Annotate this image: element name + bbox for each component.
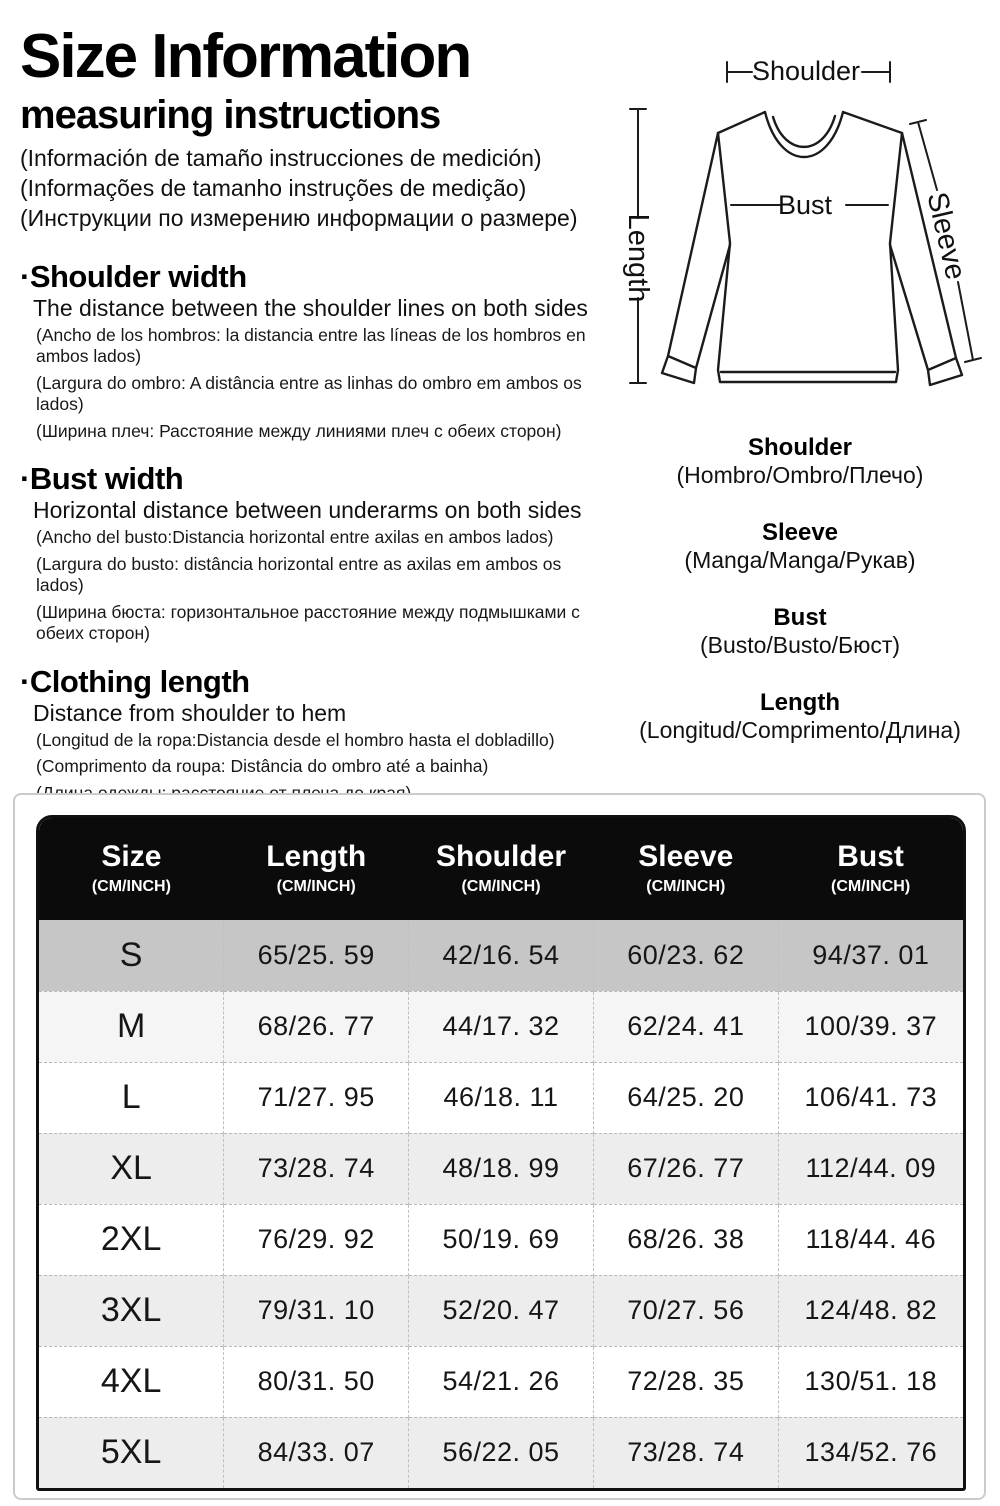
size-table-frame	[36, 815, 966, 1491]
bust-cell: 134/52. 76	[778, 1417, 963, 1488]
table-row-s	[39, 920, 963, 991]
header-row	[39, 818, 963, 920]
length-cell: 76/29. 92	[224, 1204, 409, 1275]
shoulder-cell: 42/16. 54	[409, 920, 594, 991]
translation-es: (Ancho del busto:Distancia horizontal entre axilas en ambos lados)	[36, 527, 554, 548]
bust-cell: 94/37. 01	[778, 920, 963, 991]
legend-translation: (Manga/Manga/Рукав)	[684, 547, 916, 573]
column-unit: (CM/INCH)	[461, 878, 541, 895]
sleeve-cell: 62/24. 41	[593, 991, 778, 1062]
measure-legend	[600, 434, 1000, 774]
section-clothing-length	[20, 664, 605, 805]
length-cell: 68/26. 77	[224, 991, 409, 1062]
sleeve-cell: 73/28. 74	[593, 1417, 778, 1488]
length-cell: 65/25. 59	[224, 920, 409, 991]
table-row-4xl	[39, 1346, 963, 1417]
sleeve-cell: 72/28. 35	[593, 1346, 778, 1417]
diagram-length-label: Length	[622, 213, 654, 303]
size-table-body	[39, 920, 963, 1488]
size-label: 3XL	[39, 1275, 224, 1346]
legend-sleeve	[600, 519, 1000, 573]
column-header-sleeve	[593, 818, 778, 920]
section-title: ·Shoulder width	[20, 258, 247, 294]
legend-translation: (Longitud/Comprimento/Длина)	[639, 717, 961, 743]
sleeve-cell: 70/27. 56	[593, 1275, 778, 1346]
column-unit: (CM/INCH)	[646, 878, 726, 895]
length-cell: 84/33. 07	[224, 1417, 409, 1488]
shoulder-cell: 46/18. 11	[409, 1062, 594, 1133]
bust-cell: 118/44. 46	[778, 1204, 963, 1275]
bust-cell: 100/39. 37	[778, 991, 963, 1062]
page-title: Size Information	[20, 22, 471, 91]
shirt-body-outline	[718, 112, 902, 382]
section-title: ·Clothing length	[20, 663, 250, 699]
table-row-3xl	[39, 1275, 963, 1346]
table-row-5xl	[39, 1417, 963, 1488]
legend-shoulder	[600, 434, 1000, 488]
section-translations	[36, 527, 598, 645]
table-row-xl	[39, 1133, 963, 1204]
size-label: 4XL	[39, 1346, 224, 1417]
column-header-bust	[778, 818, 963, 920]
column-unit: (CM/INCH)	[91, 878, 171, 895]
column-unit: (CM/INCH)	[276, 878, 356, 895]
shirt-measurement-diagram	[600, 30, 1000, 430]
section-description: Distance from shoulder to hem	[33, 699, 347, 726]
legend-name: Sleeve	[761, 519, 839, 546]
column-header-size	[39, 818, 224, 920]
length-cell: 73/28. 74	[224, 1133, 409, 1204]
sleeve-cell: 64/25. 20	[593, 1062, 778, 1133]
column-title: Sleeve	[638, 840, 734, 873]
size-label: M	[39, 991, 224, 1062]
size-table	[39, 818, 963, 1488]
column-title: Size	[101, 840, 162, 873]
shoulder-cell: 44/17. 32	[409, 991, 594, 1062]
bust-cell: 124/48. 82	[778, 1275, 963, 1346]
translation-pt: (Comprimento da roupa: Distância do ombro até a bainha)	[36, 756, 489, 777]
shoulder-cell: 50/19. 69	[409, 1204, 594, 1275]
size-table-container	[13, 793, 986, 1500]
size-label: 2XL	[39, 1204, 224, 1275]
subtitle-translations	[20, 143, 605, 233]
column-title: Bust	[837, 840, 904, 873]
translation-ru: (Ширина бюста: горизонтальное расстояние между подмышками с обеих сторон)	[36, 601, 580, 644]
sleeve-cell: 60/23. 62	[593, 920, 778, 991]
column-unit: (CM/INCH)	[831, 878, 911, 895]
column-header-length	[224, 818, 409, 920]
shirt-neckband	[773, 116, 835, 147]
size-label: L	[39, 1062, 224, 1133]
table-row-2xl	[39, 1204, 963, 1275]
length-cell: 80/31. 50	[224, 1346, 409, 1417]
size-label: XL	[39, 1133, 224, 1204]
table-row-l	[39, 1062, 963, 1133]
shirt-diagram-svg	[600, 30, 1000, 430]
legend-name: Bust	[773, 604, 827, 631]
translation-pt: (Largura do busto: distância horizontal entre as axilas em ambos os lados)	[36, 553, 562, 596]
size-label: 5XL	[39, 1417, 224, 1488]
section-bust-width	[20, 461, 605, 645]
diagram-sleeve-label: Sleeve	[920, 189, 972, 283]
length-cell: 71/27. 95	[224, 1062, 409, 1133]
subtitle-translation-es: (Información de tamaño instrucciones de medición)	[20, 144, 542, 171]
shoulder-cell: 48/18. 99	[409, 1133, 594, 1204]
legend-bust	[600, 604, 1000, 658]
bust-cell: 112/44. 09	[778, 1133, 963, 1204]
diagram-shoulder-label: Shoulder	[751, 56, 861, 86]
bust-cell: 106/41. 73	[778, 1062, 963, 1133]
legend-translation: (Busto/Busto/Бюст)	[699, 632, 901, 658]
section-description: The distance between the shoulder lines on both sides	[33, 294, 588, 321]
diagram-bust-label: Bust	[777, 190, 833, 220]
translation-es: (Ancho de los hombros: la distancia entre las líneas de los hombros en ambos lados)	[36, 324, 586, 367]
bust-cell: 130/51. 18	[778, 1346, 963, 1417]
measure-definitions	[20, 259, 605, 805]
column-header-shoulder	[409, 818, 594, 920]
column-title: Shoulder	[435, 840, 566, 873]
legend-length	[600, 689, 1000, 743]
legend-translation: (Hombro/Ombro/Плечо)	[676, 462, 924, 488]
section-translations	[36, 325, 598, 443]
measuring-instructions-panel	[20, 24, 605, 823]
translation-pt: (Largura do ombro: A distância entre as linhas do ombro em ambos os lados)	[36, 372, 582, 415]
shoulder-cell: 56/22. 05	[409, 1417, 594, 1488]
length-cell: 79/31. 10	[224, 1275, 409, 1346]
shoulder-cell: 54/21. 26	[409, 1346, 594, 1417]
section-title: ·Bust width	[20, 461, 184, 497]
sleeve-cell: 67/26. 77	[593, 1133, 778, 1204]
size-table-header	[39, 818, 963, 920]
page-subtitle: measuring instructions	[20, 92, 441, 137]
column-title: Length	[266, 840, 367, 873]
subtitle-translation-ru: (Инструкции по измерению информации о размере)	[20, 204, 578, 231]
section-description: Horizontal distance between underarms on both sides	[33, 497, 582, 524]
size-label: S	[39, 920, 224, 991]
table-row-m	[39, 991, 963, 1062]
translation-ru: (Ширина плеч: Расстояние между линиями плеч с обеих сторон)	[36, 420, 562, 441]
legend-name: Shoulder	[747, 434, 852, 461]
section-shoulder-width	[20, 259, 605, 443]
sleeve-cell: 68/26. 38	[593, 1204, 778, 1275]
shoulder-cell: 52/20. 47	[409, 1275, 594, 1346]
subtitle-translation-pt: (Informações de tamanho instruções de medição)	[20, 174, 527, 201]
legend-name: Length	[760, 689, 840, 716]
translation-es: (Longitud de la ropa:Distancia desde el hombro hasta el dobladillo)	[36, 729, 555, 750]
